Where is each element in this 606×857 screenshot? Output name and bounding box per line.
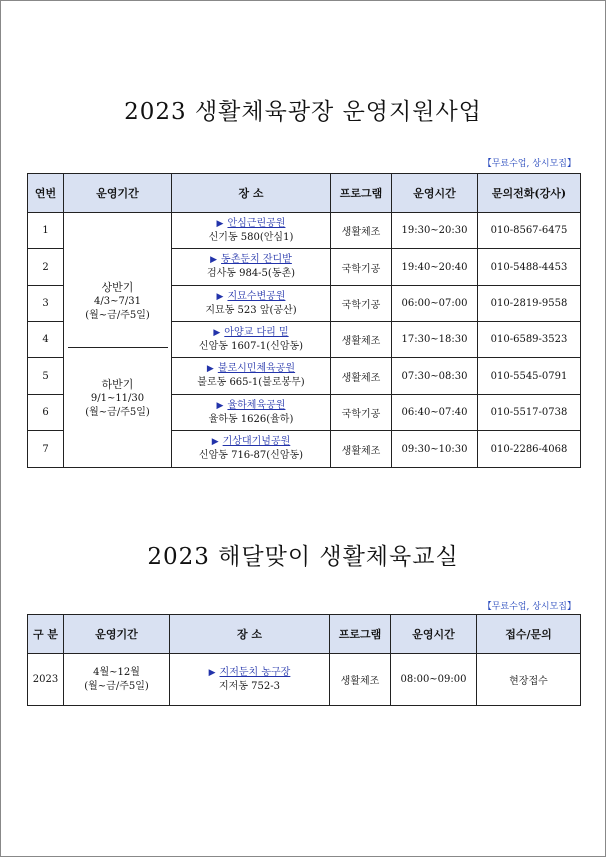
table-header-row (28, 615, 581, 654)
row-time: 09:30~10:30 (392, 431, 478, 468)
row-program: 생활체조 (331, 213, 392, 249)
title-sun-moon-class: 2023 해달맞이 생활체육교실 (147, 544, 459, 570)
row-time: 06:40~07:40 (392, 395, 478, 431)
period-first-days: (월~금/주5일) (85, 309, 150, 321)
place-name: 아양교 다리 밑 (224, 326, 289, 338)
header-period: 운영기간 (64, 615, 170, 654)
place-cell (170, 654, 330, 706)
row-program: 생활체조 (331, 322, 392, 358)
period-months: 4월~12월 (93, 666, 140, 678)
period-days: (월~금/주5일) (84, 680, 149, 692)
row-time: 08:00~09:00 (391, 654, 477, 706)
play-triangle-icon: ▶ (208, 667, 216, 678)
play-triangle-icon: ▶ (216, 291, 224, 302)
row-year: 2023 (28, 654, 64, 706)
header-program: 프로그램 (330, 615, 391, 654)
place-link[interactable] (172, 362, 330, 376)
place-cell (172, 358, 331, 395)
header-period: 운영기간 (64, 174, 172, 213)
place-name: 불로시민체육공원 (217, 363, 296, 374)
period-first-range: 4/3~7/31 (94, 295, 141, 307)
header-place: 장 소 (172, 174, 331, 213)
header-place: 장 소 (170, 615, 330, 654)
place-link[interactable] (172, 290, 330, 304)
row-phone: 010-6589-3523 (478, 322, 581, 358)
play-triangle-icon: ▶ (211, 437, 219, 447)
place-address: 불로동 665-1(불로봉무) (197, 377, 305, 388)
place-name: 동촌둔치 잔디밭 (221, 254, 292, 265)
header-time: 운영시간 (391, 615, 477, 654)
header-category: 구 분 (28, 615, 64, 654)
row-program: 국학기공 (331, 395, 392, 431)
row-num: 6 (28, 395, 64, 431)
play-triangle-icon: ▶ (206, 364, 214, 374)
place-cell (172, 286, 331, 322)
place-link[interactable] (172, 326, 330, 340)
row-contact: 현장접수 (477, 654, 581, 706)
sports-plaza-table (27, 173, 581, 468)
header-contact: 접수/문의 (477, 615, 581, 654)
place-cell (172, 322, 331, 358)
period-second-days: (월~금/주5일) (85, 406, 150, 418)
place-address: 지저동 752-3 (219, 680, 280, 692)
place-name: 기상대기념공원 (222, 436, 291, 447)
period-cell (64, 654, 170, 706)
row-program: 국학기공 (331, 286, 392, 322)
row-time: 07:30~08:30 (392, 358, 478, 395)
period-cell (64, 213, 172, 468)
row-phone: 010-8567-6475 (478, 213, 581, 249)
place-name: 안심근린공원 (227, 217, 286, 229)
row-phone: 010-5545-0791 (478, 358, 581, 395)
place-cell (172, 395, 331, 431)
row-num: 2 (28, 249, 64, 286)
row-phone: 010-2819-9558 (478, 286, 581, 322)
row-phone: 010-5517-0738 (478, 395, 581, 431)
sun-moon-class-table (27, 614, 581, 706)
row-num: 4 (28, 322, 64, 358)
row-num: 3 (28, 286, 64, 322)
play-triangle-icon: ▶ (216, 218, 224, 229)
row-time: 19:30~20:30 (392, 213, 478, 249)
row-num: 1 (28, 213, 64, 249)
row-num: 5 (28, 358, 64, 395)
period-second-range: 9/1~11/30 (90, 392, 145, 404)
header-phone: 문의전화(강사) (478, 174, 581, 213)
table-row (28, 213, 581, 249)
place-address: 신암동 716-87(신암동) (198, 450, 304, 461)
row-program: 국학기공 (331, 249, 392, 286)
row-phone: 010-5488-4453 (478, 249, 581, 286)
play-triangle-icon: ▶ (216, 400, 224, 411)
table-row (28, 654, 581, 706)
place-address: 신기동 580(안심1) (208, 231, 294, 243)
row-time: 17:30~18:30 (392, 322, 478, 358)
header-program: 프로그램 (331, 174, 392, 213)
place-address: 율하동 1626(율하) (208, 413, 294, 425)
place-link[interactable] (170, 666, 329, 680)
row-program: 생활체조 (331, 431, 392, 468)
play-triangle-icon: ▶ (210, 255, 218, 265)
place-name: 지묘수변공원 (227, 290, 286, 302)
place-link[interactable] (172, 217, 330, 231)
note-free-class-2: 【무료수업, 상시모집】 (482, 602, 576, 612)
row-time: 19:40~20:40 (392, 249, 478, 286)
period-second-label: 하반기 (101, 377, 134, 391)
row-phone: 010-2286-4068 (478, 431, 581, 468)
place-address: 신암동 1607-1(신암동) (198, 340, 304, 352)
row-program: 생활체조 (331, 358, 392, 395)
table-header-row (28, 174, 581, 213)
row-program: 생활체조 (330, 654, 391, 706)
place-name: 율하체육공원 (227, 399, 286, 411)
place-cell (172, 249, 331, 286)
place-link[interactable] (172, 435, 330, 449)
header-time: 운영시간 (392, 174, 478, 213)
place-name: 지저둔치 농구장 (219, 666, 291, 678)
header-num: 연번 (28, 174, 64, 213)
place-address: 지묘동 523 앞(공산) (205, 304, 297, 316)
title-sports-plaza: 2023 생활체육광장 운영지원사업 (124, 99, 482, 125)
play-triangle-icon: ▶ (213, 327, 221, 338)
place-link[interactable] (172, 399, 330, 413)
place-cell (172, 213, 331, 249)
place-address: 검사동 984-5(동촌) (206, 268, 296, 279)
place-link[interactable] (172, 253, 330, 267)
row-time: 06:00~07:00 (392, 286, 478, 322)
place-cell (172, 431, 331, 468)
row-num: 7 (28, 431, 64, 468)
period-first-label: 상반기 (101, 280, 134, 294)
note-free-class-1: 【무료수업, 상시모집】 (482, 159, 576, 169)
